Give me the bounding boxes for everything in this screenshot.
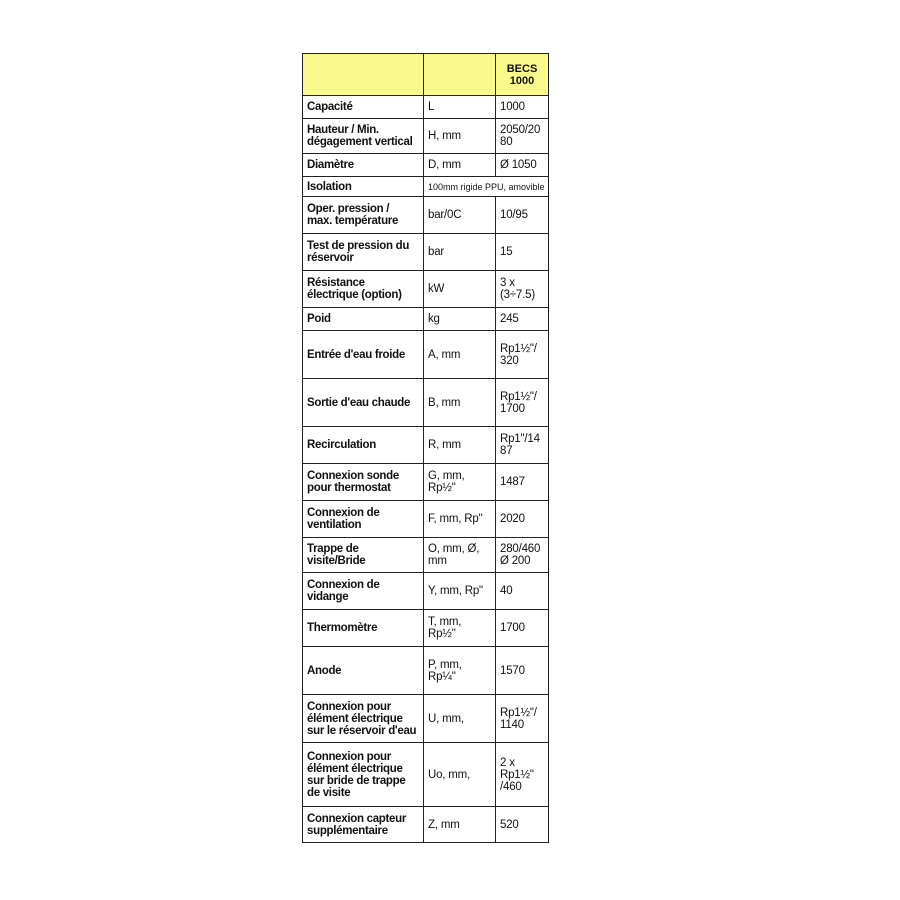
spec-row [303, 96, 549, 119]
spec-unit-cell: kg [424, 308, 496, 331]
spec-unit-cell: L [424, 96, 496, 119]
spec-table-body [303, 54, 549, 843]
spec-row [303, 234, 549, 271]
spec-merged-value-cell: 100mm rigide PPU, amovible [424, 177, 549, 197]
spec-unit-cell: bar [424, 234, 496, 271]
spec-unit-cell: Z, mm [424, 807, 496, 843]
spec-value-cell: 10/95 [496, 197, 549, 234]
spec-row [303, 501, 549, 538]
spec-row [303, 647, 549, 695]
spec-unit-cell: T, mm, Rp½" [424, 610, 496, 647]
spec-value-cell: Rp1½"/ 1140 [496, 695, 549, 743]
spec-row [303, 695, 549, 743]
spec-value-cell: 3 x (3÷7.5) [496, 271, 549, 308]
spec-row [303, 331, 549, 379]
spec-row [303, 119, 549, 154]
spec-label-cell: Connexion de vidange [303, 573, 424, 610]
spec-value-cell: 1700 [496, 610, 549, 647]
spec-row [303, 271, 549, 308]
header-model-cell: BECS 1000 [496, 54, 549, 96]
spec-label-cell: Anode [303, 647, 424, 695]
spec-label-cell: Résistance électrique (option) [303, 271, 424, 308]
spec-value-cell: 1000 [496, 96, 549, 119]
spec-label-cell: Entrée d'eau froide [303, 331, 424, 379]
spec-label-cell: Test de pression du réservoir [303, 234, 424, 271]
spec-value-cell: Rp1½"/ 1700 [496, 379, 549, 427]
spec-row [303, 154, 549, 177]
spec-unit-cell: Y, mm, Rp" [424, 573, 496, 610]
spec-value-cell: 280/460 Ø 200 [496, 538, 549, 573]
spec-row [303, 379, 549, 427]
spec-label-cell: Oper. pression / max. température [303, 197, 424, 234]
spec-label-cell: Capacité [303, 96, 424, 119]
spec-value-cell: Rp1"/14 87 [496, 427, 549, 464]
spec-row [303, 308, 549, 331]
spec-table [302, 53, 549, 843]
spec-label-cell: Recirculation [303, 427, 424, 464]
spec-unit-cell: U, mm, [424, 695, 496, 743]
spec-row [303, 807, 549, 843]
spec-unit-cell: H, mm [424, 119, 496, 154]
spec-label-cell: Connexion pour élément électrique sur bride de trappe de visite [303, 743, 424, 807]
spec-value-cell: 2 x Rp1½" /460 [496, 743, 549, 807]
spec-unit-cell: Uo, mm, [424, 743, 496, 807]
spec-label-cell: Trappe de visite/Bride [303, 538, 424, 573]
spec-row [303, 538, 549, 573]
spec-value-cell: 1487 [496, 464, 549, 501]
spec-unit-cell: bar/0C [424, 197, 496, 234]
spec-label-cell: Isolation [303, 177, 424, 197]
header-row [303, 54, 549, 96]
spec-value-cell: Rp1½"/ 320 [496, 331, 549, 379]
spec-unit-cell: F, mm, Rp" [424, 501, 496, 538]
spec-row [303, 197, 549, 234]
spec-row [303, 573, 549, 610]
spec-label-cell: Poid [303, 308, 424, 331]
spec-label-cell: Hauteur / Min. dégagement vertical [303, 119, 424, 154]
spec-row [303, 464, 549, 501]
spec-unit-cell: B, mm [424, 379, 496, 427]
spec-label-cell: Connexion pour élément électrique sur le réservoir d'eau [303, 695, 424, 743]
spec-label-cell: Sortie d'eau chaude [303, 379, 424, 427]
header-label-cell [303, 54, 424, 96]
spec-value-cell: 245 [496, 308, 549, 331]
spec-row [303, 427, 549, 464]
spec-label-cell: Thermomètre [303, 610, 424, 647]
spec-unit-cell: A, mm [424, 331, 496, 379]
spec-unit-cell: kW [424, 271, 496, 308]
spec-row [303, 743, 549, 807]
spec-value-cell: 1570 [496, 647, 549, 695]
spec-row [303, 610, 549, 647]
spec-value-cell: 2020 [496, 501, 549, 538]
spec-value-cell: 40 [496, 573, 549, 610]
spec-value-cell: 2050/20 80 [496, 119, 549, 154]
spec-label-cell: Connexion sonde pour thermostat [303, 464, 424, 501]
spec-value-cell: Ø 1050 [496, 154, 549, 177]
spec-label-cell: Connexion capteur supplémentaire [303, 807, 424, 843]
spec-label-cell: Connexion de ventilation [303, 501, 424, 538]
spec-row [303, 177, 549, 197]
spec-unit-cell: O, mm, Ø, mm [424, 538, 496, 573]
spec-label-cell: Diamètre [303, 154, 424, 177]
spec-unit-cell: D, mm [424, 154, 496, 177]
header-unit-cell [424, 54, 496, 96]
spec-unit-cell: G, mm, Rp½" [424, 464, 496, 501]
spec-unit-cell: P, mm, Rp¼" [424, 647, 496, 695]
spec-unit-cell: R, mm [424, 427, 496, 464]
spec-value-cell: 15 [496, 234, 549, 271]
spec-value-cell: 520 [496, 807, 549, 843]
